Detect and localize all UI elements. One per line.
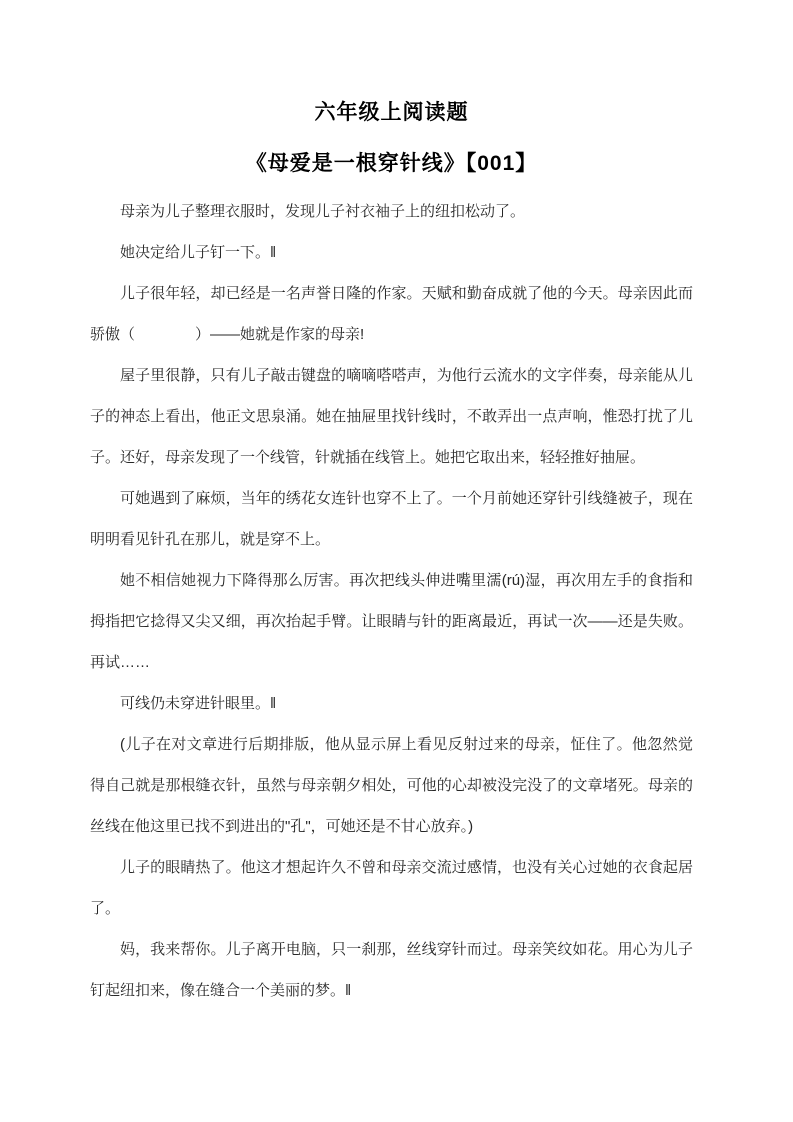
paragraph-1: 母亲为儿子整理衣服时，发现儿子衬衣袖子上的纽扣松动了。 bbox=[120, 203, 526, 220]
paragraph-10: 妈，我来帮你。儿子离开电脑，只一刹那，丝线穿针而过。母亲笑纹如花。用心为儿子钉起纽扣来，像在缝合一个美丽的梦。‖ bbox=[90, 941, 693, 999]
document-title: 六年级上阅读题 bbox=[314, 101, 469, 124]
document-body bbox=[90, 191, 693, 1011]
paragraph-4: 屋子里很静，只有儿子敲击键盘的嘀嘀嗒嗒声，为他行云流水的文字伴奏，母亲能从儿子的神态上看出，他正文思泉涌。她在抽屉里找针线时，不敢弄出一点声响，惟恐打扰了儿子。还好，母亲发现了一个线管，针就插在线管上。她把它取出来，轻轻推好抽屉。 bbox=[90, 367, 693, 466]
paragraph-2: 她决定给儿子钉一下。‖ bbox=[120, 244, 277, 261]
document-content bbox=[90, 99, 693, 1011]
paragraph-5: 可她遇到了麻烦，当年的绣花女连针也穿不上了。一个月前她还穿针引线缝被子，现在明明看见针孔在那儿，就是穿不上。 bbox=[90, 490, 693, 548]
paragraph-8: (儿子在对文章进行后期排版，他从显示屏上看见反射过来的母亲，怔住了。他忽然觉得自己就是那根缝衣针，虽然与母亲朝夕相处，可他的心却被没完没了的文章堵死。母亲的丝线在他这里已找不到进出的"孔"，可她还是不甘心放弃。) bbox=[90, 736, 693, 835]
paragraph-6: 她不相信她视力下降得那么厉害。再次把线头伸进嘴里濡(rú)湿，再次用左手的食指和拇指把它捻得又尖又细，再次抬起手臂。让眼睛与针的距离最近，再试一次——还是失败。再试…… bbox=[90, 572, 693, 671]
paragraph-3: 儿子很年轻，却已经是一名声誉日隆的作家。天赋和勤奋成就了他的今天。母亲因此而骄傲（ ）——她就是作家的母亲! bbox=[90, 285, 693, 343]
paragraph-7: 可线仍未穿进针眼里。‖ bbox=[120, 695, 277, 712]
paragraph-9: 儿子的眼睛热了。他这才想起许久不曾和母亲交流过感情，也没有关心过她的衣食起居了。 bbox=[90, 859, 693, 917]
document-subtitle: 《母爱是一根穿针线》【001】 bbox=[245, 152, 538, 175]
